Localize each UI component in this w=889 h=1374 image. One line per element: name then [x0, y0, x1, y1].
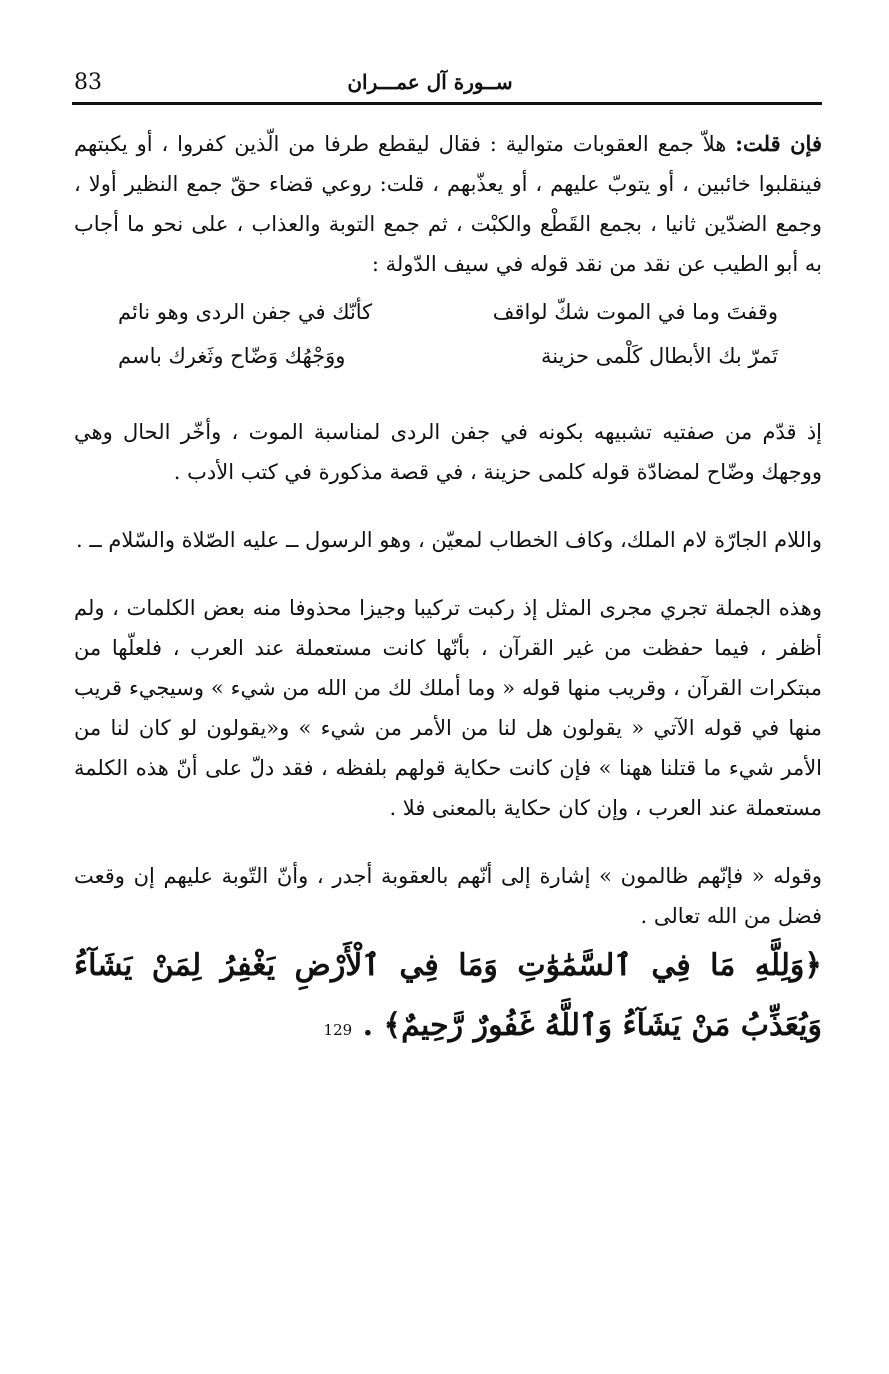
paragraph-1 — [74, 124, 822, 284]
running-title: ســورة آل عمـــران — [347, 70, 513, 94]
page-body — [74, 124, 822, 1060]
quran-verse-text: ﴿وَلِلَّهِ مَا فِي ٱلسَّمَٰوَٰتِ وَمَا فِي ٱلْأَرْضِ يَغْفِرُ لِمَنْ يَشَآءُ وَيُعَذِّبُ مَنْ يَشَآءُ وَٱللَّهُ غَفُورٌ رَّحِيمٌ﴾ . — [74, 948, 822, 1043]
poem-line-2 — [74, 334, 822, 378]
poem-line-1 — [74, 290, 822, 334]
quran-verse — [74, 936, 822, 1060]
paragraph-5: وقوله « فإنّهم ظالمون » إشارة إلى أنّهم بالعقوبة أجدر ، وأنّ التّوبة عليهم إن وقعت فضل من الله تعالى . — [74, 864, 822, 928]
paragraph-2: إذ قدّم من صفتيه تشبيهه بكونه في جفن الردى لمناسبة الموت ، وأخّر الحال وهي ووجهك وضّاح لمضادّة قوله كلمى حزينة ، في قصة مذكورة في كتب الأدب . — [74, 420, 822, 484]
paragraph-3: واللام الجارّة لام الملك، وكاف الخطاب لمعيّن ، وهو الرسول ــ عليه الصّلاة والسّلام ــ . — [76, 528, 822, 552]
verse-number: 129 — [323, 1021, 353, 1039]
paragraph-4: وهذه الجملة تجري مجرى المثل إذ ركبت تركيبا وجيزا محذوفا منه بعض الكلمات ، ولم أظفر ، فيما حفظت من غير القرآن ، بأنّها كانت مستعملة عند العرب ، فلعلّها من مبتكرات القرآن ، وقريب منها قوله « وما أملك لك من الله من شيء » وسيجيء قريب منها في قوله الآتي « يقولون هل لنا من الأمر من شيء » و«يقولون لو كان لنا من الأمر شيء ما قتلنا ههنا » فإن كانت حكاية قولهم بلفظه ، فقد دلّ على أنّ هذه الكلمة مستعملة عند العرب ، وإن كان حكاية بالمعنى فلا . — [74, 596, 822, 820]
poem-line-1-first-hemistich: وقفتَ وما في الموت شكّ لواقف — [492, 300, 778, 324]
header-rule — [72, 102, 822, 105]
paragraph-1-lead: فإن قلت: — [735, 131, 822, 156]
paragraph-1-body: هلاّ جمع العقوبات متوالية : فقال ليقطع طرفا من الّذين كفروا ، أو يكبتهم فينقلبوا خائبين ، أو يتوبّ عليهم ، أو يعذّبهم ، قلت: روعي قضاء حقّ جمع النظير أولا ، وجمع الضدّين ثانيا ، بجمع القَطْع والكبْت ، ثم جمع التوبة والعذاب ، على نحو ما أجاب به أبو الطيب عن نقد من نقد قوله في سيف الدّولة : — [74, 132, 822, 276]
poem-line-2-second-hemistich: ووَجْهُك وَضّاح وثَغرك باسم — [118, 344, 346, 368]
poem — [74, 290, 822, 378]
poem-line-1-second-hemistich: كأنّك في جفن الردى وهو نائم — [118, 300, 373, 324]
poem-line-2-first-hemistich: تَمرّ بك الأبطال كَلْمى حزينة — [541, 344, 778, 368]
page-number: 83 — [74, 70, 102, 95]
